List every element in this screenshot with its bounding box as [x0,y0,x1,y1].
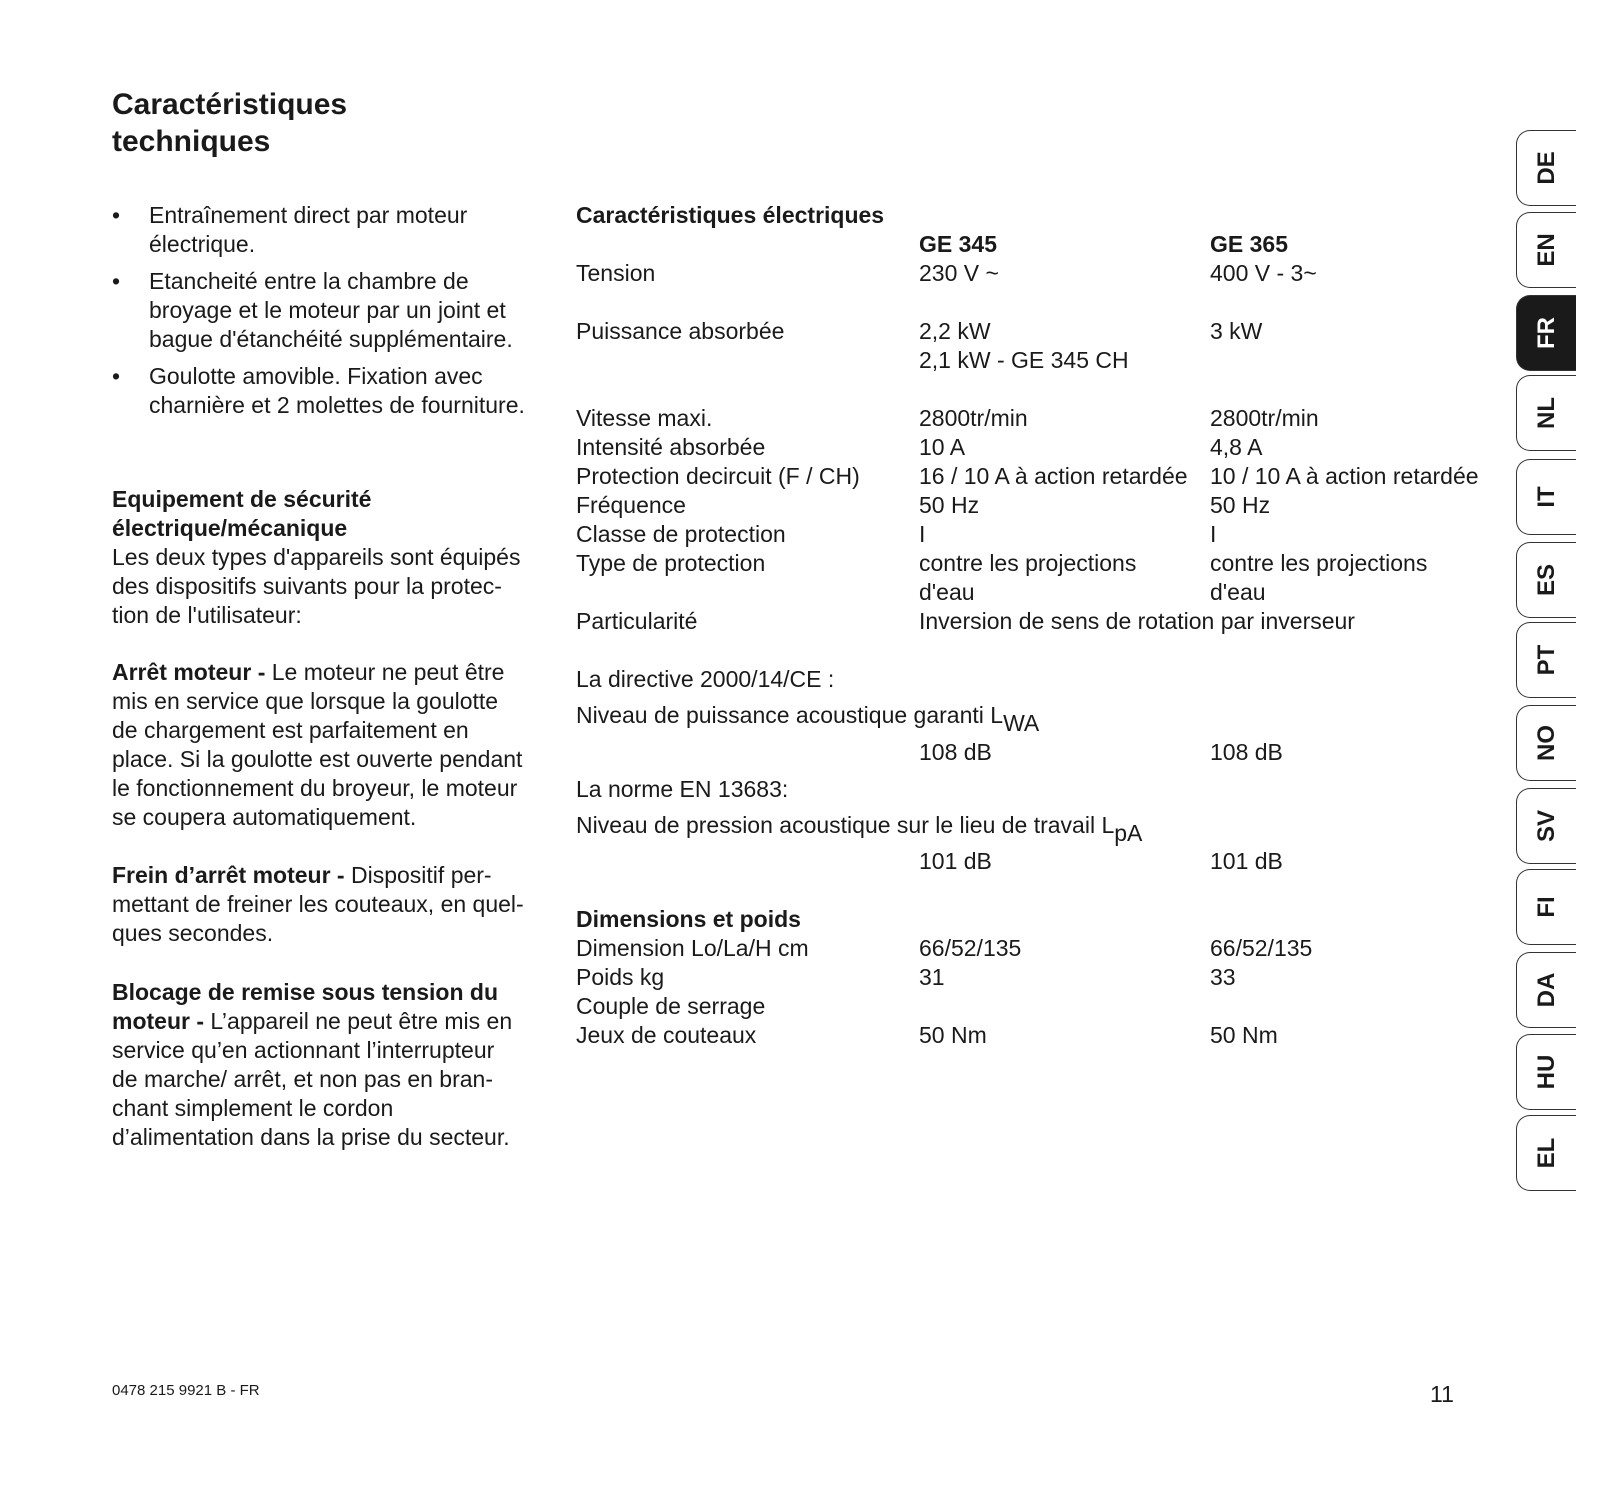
dimension-row: Couple de serrage [576,993,766,1019]
norme-label: La norme EN 13683: [576,776,789,802]
page-number: 11 [1430,1381,1454,1407]
spec-row: Puissance absorbée 2,2 kW 3 kW [576,318,1263,344]
tab-sv[interactable]: SV [1516,788,1576,864]
dimension-row: Dimension Lo/La/H cm 66/52/135 66/52/135 [576,935,1313,961]
tab-en[interactable]: EN [1516,212,1576,288]
spec-row: d'eau d'eau [919,579,1266,605]
dimension-row: Poids kg 31 33 [576,964,1236,990]
bullet-icon: • [112,202,121,228]
dimensions-heading: Dimensions et poids [576,906,801,932]
page-title: Caractéristiques techniques [112,88,348,158]
spec-row: Vitesse maxi. 2800tr/min 2800tr/min [576,405,1319,431]
spec-row: 2,1 kW - GE 345 CH [919,347,1129,373]
spec-row: Type de protection contre les projections contre les projections [576,550,1428,576]
lpa-label: Niveau de pression acoustique sur le lieu de travail $L_{pA}$ [576,812,1143,846]
spec-row: Fréquence 50 Hz 50 Hz [576,492,1271,518]
electrical-heading: Caractéristiques électriques [576,202,885,228]
tab-es[interactable]: ES [1516,542,1576,618]
safety-intro: Les deux types d'appareils sont équipés des dispositifs suivants pour la protec- tion de l'utilisateur: [112,544,521,628]
blocage-paragraph: Blocage de remise sous tension du moteur - L’appareil ne peut être mis en service qu’en actionnant l’interrupteur de marche/ arrêt, et non pas en bran- chant simplement le cordon d’alimentation dans la prise du secteur. [112,979,513,1150]
frein-paragraph: Frein d’arrêt moteur - Dispositif per- mettant de freiner les couteaux, en quel- ques secondes. [112,862,524,946]
model-header: GE 345 GE 365 [919,231,1288,257]
tab-nl[interactable]: NL [1516,375,1576,451]
directive-label: La directive 2000/14/CE : [576,666,835,692]
tab-fi[interactable]: FI [1516,869,1576,945]
tab-el[interactable]: EL [1516,1115,1576,1191]
tab-it[interactable]: IT [1516,459,1576,535]
bullet-icon: • [112,268,121,294]
spec-row: Intensité absorbée 10 A 4,8 A [576,434,1263,460]
spec-row: Particularité Inversion de sens de rotation par inverseur [576,608,1355,634]
lpa-values: 101 dB 101 dB [919,848,1283,874]
bullet-icon: • [112,363,121,389]
tab-pt[interactable]: PT [1516,622,1576,698]
spec-row: Tension 230 V ~ 400 V - 3~ [576,260,1317,286]
lwa-values: 108 dB 108 dB [919,739,1283,765]
dimension-row: Jeux de couteaux 50 Nm 50 Nm [576,1022,1278,1048]
tab-hu[interactable]: HU [1516,1034,1576,1110]
arret-moteur-paragraph: Arrêt moteur - Le moteur ne peut être mis en service que lorsque la goulotte de chargement est parfaitement en place. Si la goulotte est ouverte pendant le fonctionnement du broyeur, le moteur se coupera automatiquement. [112,659,523,830]
tab-fr[interactable]: FR [1516,295,1576,371]
safety-heading: Equipement de sécurité électrique/mécanique [112,486,372,541]
spec-row: Classe de protection I I [576,521,1217,547]
tab-de[interactable]: DE [1516,130,1576,206]
spec-row: Protection decircuit (F / CH) 16 / 10 A à action retardée 10 / 10 A à action retardée [576,463,1479,489]
tab-da[interactable]: DA [1516,952,1576,1028]
tab-no[interactable]: NO [1516,705,1576,781]
lwa-label: Niveau de puissance acoustique garanti $L_{WA}$ [576,702,1040,736]
document-number: 0478 215 9921 B - FR [112,1382,260,1399]
